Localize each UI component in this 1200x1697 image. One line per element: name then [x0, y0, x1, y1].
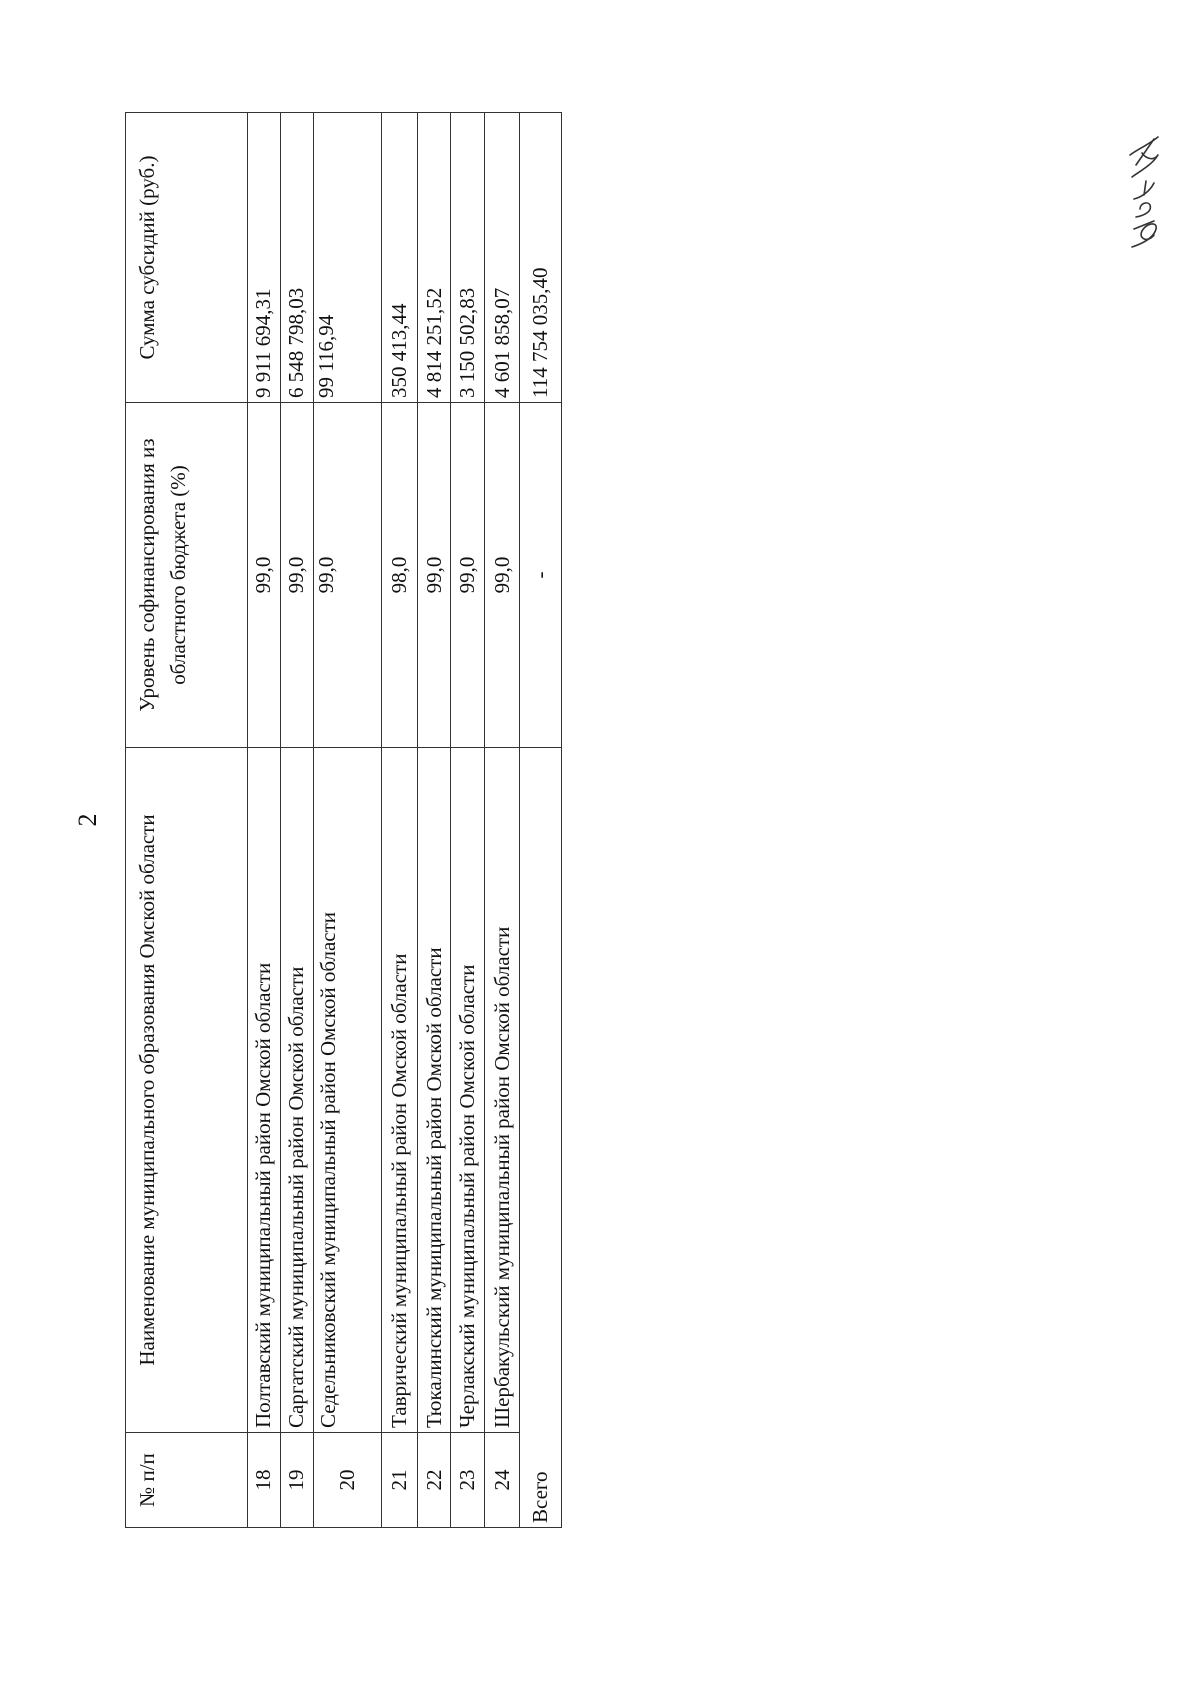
cell-name: Саргатский муниципальный район Омской области [280, 748, 313, 1433]
cell-num: 21 [381, 1433, 417, 1528]
cell-num: 20 [313, 1433, 381, 1528]
cell-total-sum: 114 754 035,40 [520, 113, 562, 403]
cell-percent: 99,0 [418, 403, 451, 748]
cell-name: Седельниковский муниципальный район Омской области [313, 748, 381, 1433]
cell-name: Тюкалинский муниципальный район Омской области [418, 748, 451, 1433]
cell-num: 18 [248, 1433, 281, 1528]
cell-sum: 3 150 502,83 [451, 113, 485, 403]
cell-percent: 98,0 [381, 403, 417, 748]
cell-percent: 99,0 [451, 403, 485, 748]
cell-num: 23 [451, 1433, 485, 1528]
cell-name: Шербакульский муниципальный район Омской области [485, 748, 520, 1433]
cell-num: 19 [280, 1433, 313, 1528]
table-row [313, 113, 381, 1528]
table-row [418, 113, 451, 1528]
cell-sum: 4 601 858,07 [485, 113, 520, 403]
cell-sum: 9 911 694,31 [248, 113, 281, 403]
subsidy-table [125, 112, 562, 1528]
subsidy-table-rotated [125, 113, 562, 1528]
header-sum: Сумма субсидий (руб.) [126, 113, 248, 403]
table-header-row [126, 113, 248, 1528]
cell-total-label: Всего [520, 748, 562, 1528]
header-percent: Уровень софинансирования из областного бюджета (%) [126, 403, 248, 748]
cell-total-percent: - [520, 403, 562, 748]
header-num: № п/п [126, 1433, 248, 1528]
page-number: 2 [73, 813, 102, 827]
table-total-row [520, 113, 562, 1528]
handwritten-signature [1124, 125, 1164, 255]
subsidy-table-container [125, 113, 562, 1528]
table-row [280, 113, 313, 1528]
cell-name: Полтавский муниципальный район Омской области [248, 748, 281, 1433]
cell-sum: 6 548 798,03 [280, 113, 313, 403]
cell-sum: 4 814 251,52 [418, 113, 451, 403]
table-row [485, 113, 520, 1528]
cell-sum: 99 116,94 [313, 113, 381, 403]
cell-percent: 99,0 [248, 403, 281, 748]
cell-percent: 99,0 [313, 403, 381, 748]
cell-percent: 99,0 [280, 403, 313, 748]
cell-name: Таврический муниципальный район Омской области [381, 748, 417, 1433]
cell-sum: 350 413,44 [381, 113, 417, 403]
table-row [381, 113, 417, 1528]
table-row [248, 113, 281, 1528]
cell-name: Черлакский муниципальный район Омской области [451, 748, 485, 1433]
table-row [451, 113, 485, 1528]
cell-num: 22 [418, 1433, 451, 1528]
cell-num: 24 [485, 1433, 520, 1528]
header-name: Наименование муниципального образования Омской области [126, 748, 248, 1433]
cell-percent: 99,0 [485, 403, 520, 748]
